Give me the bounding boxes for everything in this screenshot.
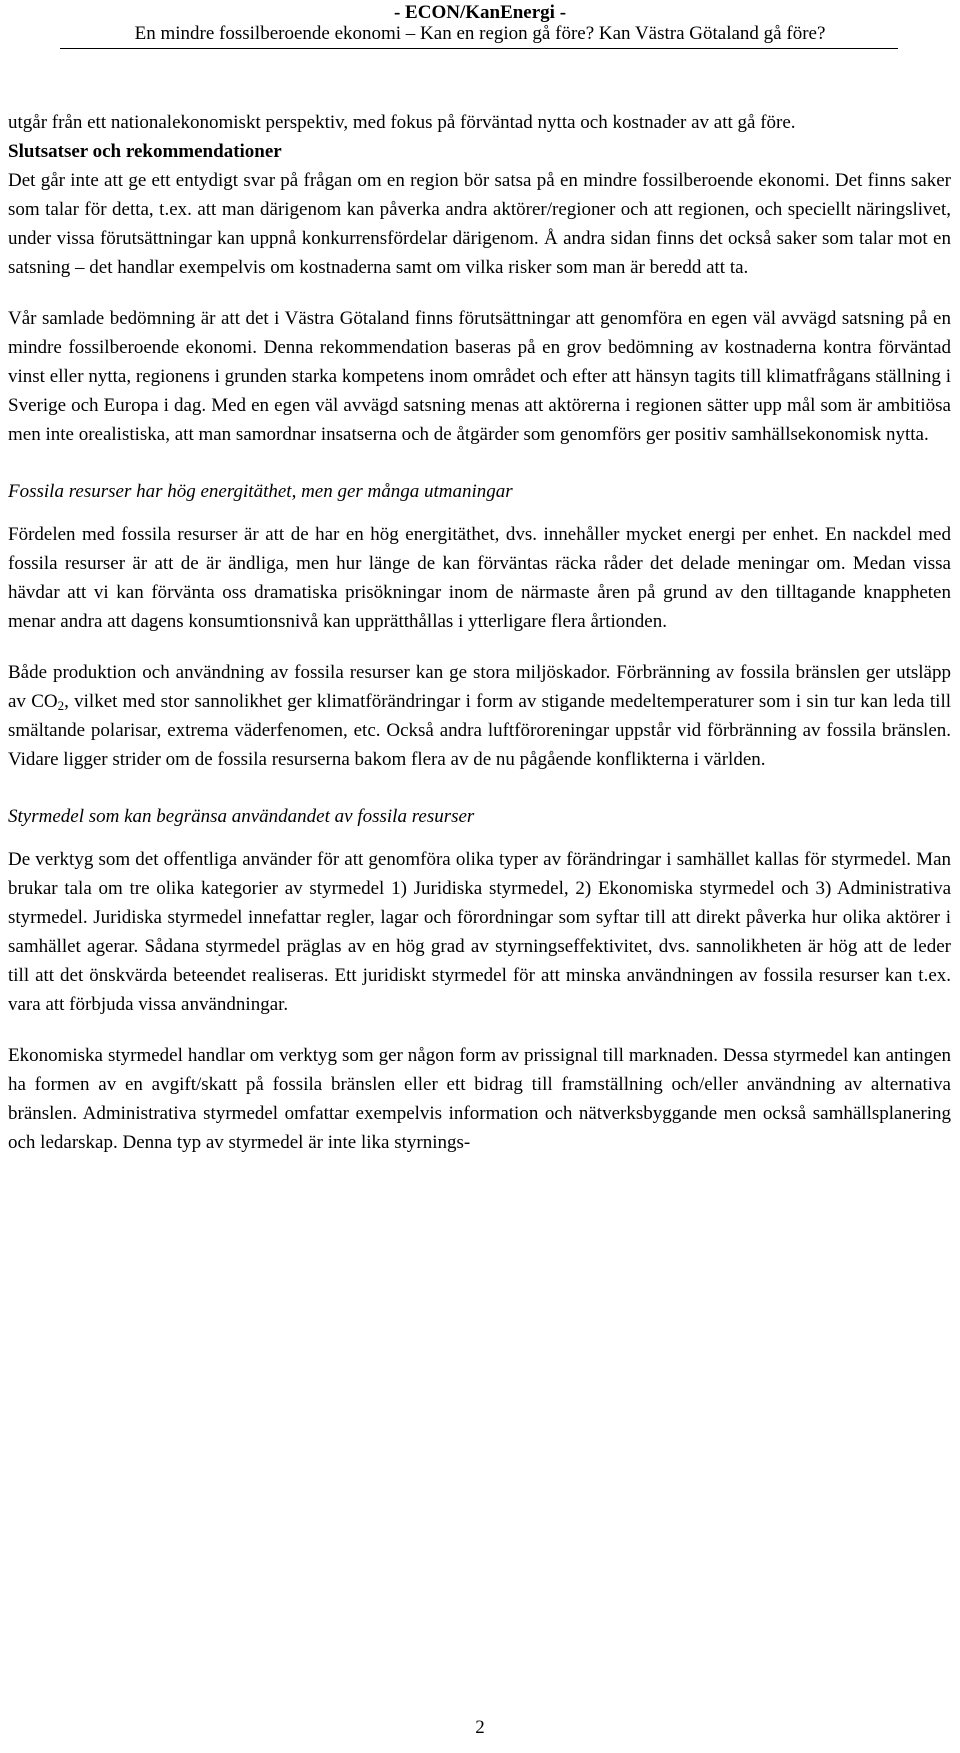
header-org: - ECON/KanEnergi - (393, 2, 567, 23)
intro-paragraph: utgår från ett nationalekonomiskt perspektiv, med fokus på förväntad nytta och kostnader av att gå före. (8, 112, 796, 133)
paragraph-fossila-2 (8, 658, 951, 774)
section-heading-fossila: Fossila resurser har hög energitäthet, men ger många utmaningar (8, 481, 513, 502)
co2-subscript: 2 (57, 698, 65, 713)
section-heading-styrmedel: Styrmedel som kan begränsa användandet av fossila resurser (8, 806, 475, 827)
paragraph-slutsatser-1: Det går inte att ge ett entydigt svar på frågan om en region bör satsa på en mindre fossilberoende ekonomi. Det finns saker som talar för detta, t.ex. att man därigenom kan påverka andra aktörer/regioner och att regionen, och speciellt näringslivet, under vissa förutsättningar kan uppnå konkurrensfördelar därigenom. Å andra sidan finns det också saker som talar mot en satsning – det handlar exempelvis om kostnaderna samt om vilka risker som man är beredd att ta. (8, 170, 951, 278)
header-rule (60, 48, 898, 49)
header-subtitle: En mindre fossilberoende ekonomi – Kan en region gå före? Kan Västra Götaland gå före? (134, 23, 826, 44)
paragraph-styrmedel-1: De verktyg som det offentliga använder för att genomföra olika typer av förändringar i samhället kallas för styrmedel. Man brukar tala om tre olika kategorier av styrmedel 1) Juridiska styrmedel, 2) Ekonomiska styrmedel och 3) Administrativa styrmedel. Juridiska styrmedel innefattar regler, lagar och förordningar som syftar till att direkt påverka hur olika aktörer i samhället agerar. Sådana styrmedel präglas av en hög grad av styrningseffektivitet, dvs. sannolikheten är hög att de leder till att det önskvärda beteendet realiseras. Ett juridiskt styrmedel för att minska användningen av fossila resurser kan t.ex. vara att förbjuda vissa användningar. (8, 849, 951, 1015)
page-number: 2 (475, 1717, 485, 1738)
document-body (8, 108, 951, 1157)
section-heading-slutsatser: Slutsatser och rekommendationer (8, 141, 282, 162)
paragraph-fossila-2-part-a: Både produktion och användning av fossila resurser kan ge stora miljöskador. Förbränning av fossila bränslen ger utsläpp av CO (8, 662, 951, 712)
paragraph-fossila-1: Fördelen med fossila resurser är att de har en hög energitäthet, dvs. innehåller mycket energi per enhet. En nackdel med fossila resurser är att de är ändliga, men hur länge de kan förväntas räcka råder det delade meningar om. Medan vissa hävdar att vi kan förvänta oss dramatiska prisökningar inom de närmaste åren på grund av den tilltagande knappheten menar andra att dagens konsumtionsnivå kan upprätthållas i ytterligare flera årtionden. (8, 524, 951, 632)
paragraph-slutsatser-2: Vår samlade bedömning är att det i Västra Götaland finns förutsättningar att genomföra en egen väl avvägd satsning på en mindre fossilberoende ekonomi. Denna rekommendation baseras på en grov bedömning av kostnaderna kontra förväntad vinst eller nytta, regionens i grunden starka kompetens inom området och efter att hänsyn tagits till klimatfrågans ställning i Sverige och Europa i dag. Med en egen väl avvägd satsning menas att aktörerna i regionen sätter upp mål som är ambitiösa men inte orealistiska, att man samordnar insatserna och de åtgärder som genomförs ger positiv samhällsekonomisk nytta. (8, 308, 951, 445)
paragraph-fossila-2-part-b: , vilket med stor sannolikhet ger klimatförändringar i form av stigande medeltemperaturer som i sin tur kan leda till smältande polarisar, extrema väderfenomen, etc. Också andra luftföroreningar uppstår vid förbränning av fossila bränslen. Vidare ligger strider om de fossila resurserna bakom flera av de nu pågående konflikterna i världen. (8, 691, 952, 770)
page-header (0, 2, 960, 44)
paragraph-styrmedel-2: Ekonomiska styrmedel handlar om verktyg som ger någon form av prissignal till marknaden. Dessa styrmedel kan antingen ha formen av en avgift/skatt på fossila bränslen eller ett bidrag till framställning och/eller användning av alternativa bränslen. Administrativa styrmedel omfattar exempelvis information och nätverksbyggande men också samhällsplanering och ledarskap. Denna typ av styrmedel är inte lika styrnings- (8, 1045, 951, 1153)
